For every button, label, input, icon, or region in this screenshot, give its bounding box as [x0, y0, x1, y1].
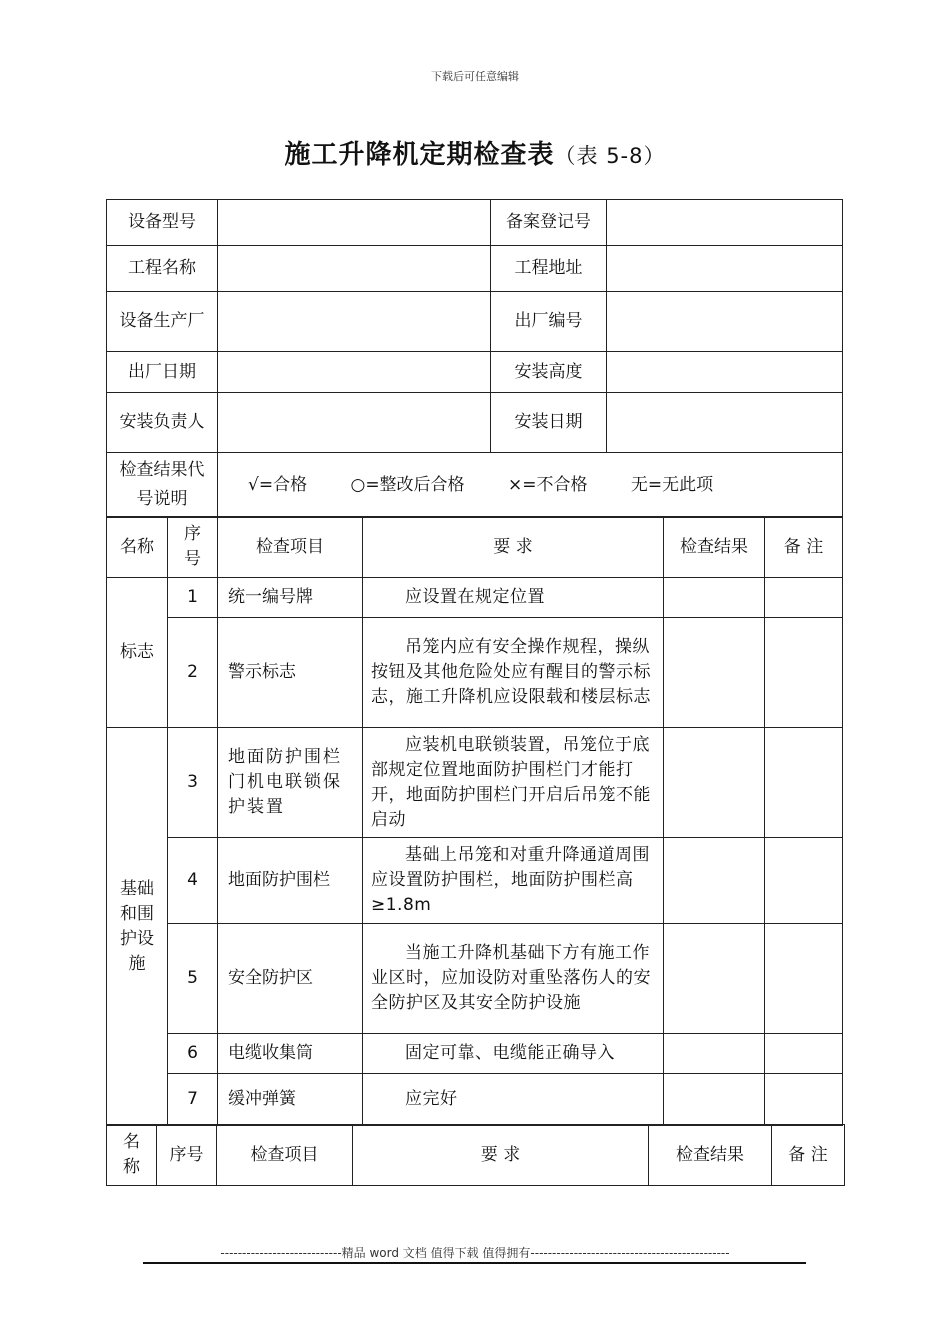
row-result — [664, 578, 765, 618]
row-note — [765, 728, 843, 838]
table-row — [107, 728, 843, 838]
col-note: 备 注 — [772, 1125, 845, 1186]
row-item: 地面防护围栏 — [218, 838, 363, 924]
registration-no-value — [607, 200, 843, 246]
device-model-label: 设备型号 — [107, 200, 218, 246]
project-name-label: 工程名称 — [107, 246, 218, 292]
col-name: 名称 — [107, 1125, 157, 1186]
row-item: 统一编号牌 — [218, 578, 363, 618]
col-item: 检查项目 — [217, 1125, 353, 1186]
factory-date-value — [218, 352, 491, 393]
install-height-value — [607, 352, 843, 393]
factory-no-label: 出厂编号 — [491, 292, 607, 352]
result-codes — [218, 453, 843, 518]
title-suffix: （表 5-8） — [554, 144, 666, 168]
device-model-value — [218, 200, 491, 246]
footer-divider — [143, 1262, 806, 1264]
table-row — [107, 578, 843, 618]
col-item: 检查项目 — [218, 517, 363, 578]
row-seq: 3 — [168, 728, 218, 838]
row-item: 缓冲弹簧 — [218, 1074, 363, 1126]
row-item: 安全防护区 — [218, 924, 363, 1034]
col-name: 名称 — [107, 517, 168, 578]
row-result — [664, 838, 765, 924]
code-na: 无=无此项 — [630, 474, 714, 495]
row-requirement: 应装机电联锁装置，吊笼位于底部规定位置地面防护围栏门才能打开，地面防护围栏门开启后吊笼不能启动 — [363, 728, 664, 838]
checklist-table — [106, 516, 843, 1126]
install-leader-label: 安装负责人 — [107, 393, 218, 453]
code-fail: ×=不合格 — [507, 474, 588, 495]
group-name: 基础和围护设施 — [107, 728, 168, 1126]
result-codes-label: 检查结果代号说明 — [107, 453, 218, 518]
col-result: 检查结果 — [664, 517, 765, 578]
manufacturer-value — [218, 292, 491, 352]
row-requirement: 应设置在规定位置 — [363, 578, 664, 618]
code-pass: √=合格 — [248, 474, 308, 495]
col-seq: 序号 — [157, 1125, 217, 1186]
row-seq: 1 — [168, 578, 218, 618]
row-note — [765, 924, 843, 1034]
column-header-row — [107, 1125, 845, 1186]
row-requirement: 应完好 — [363, 1074, 664, 1126]
row-item: 电缆收集筒 — [218, 1034, 363, 1074]
project-name-value — [218, 246, 491, 292]
continued-header-table — [106, 1124, 845, 1186]
col-note: 备 注 — [765, 517, 843, 578]
col-requirement: 要 求 — [353, 1125, 649, 1186]
row-requirement: 基础上吊笼和对重升降通道周围应设置防护围栏，地面防护围栏高≥1.8m — [363, 838, 664, 924]
registration-no-label: 备案登记号 — [491, 200, 607, 246]
page-title — [0, 134, 950, 171]
row-result — [664, 728, 765, 838]
row-item: 地面防护围栏门机电联锁保护装置 — [218, 728, 363, 838]
factory-date-label: 出厂日期 — [107, 352, 218, 393]
table-row — [107, 838, 843, 924]
table-row — [107, 1034, 843, 1074]
row-result — [664, 1074, 765, 1126]
col-requirement: 要 求 — [363, 517, 664, 578]
col-result: 检查结果 — [649, 1125, 772, 1186]
footer-note: ----------------------------精品 word 文档 值得下载 值得拥有---------------------------------------------- — [220, 1246, 730, 1260]
row-result — [664, 924, 765, 1034]
factory-no-value — [607, 292, 843, 352]
row-seq: 6 — [168, 1034, 218, 1074]
col-seq: 序号 — [168, 517, 218, 578]
header-note: 下载后可任意编辑 — [431, 70, 519, 83]
column-header-row — [107, 517, 843, 578]
row-requirement: 当施工升降机基础下方有施工作业区时，应加设防对重坠落伤人的安全防护区及其安全防护设施 — [363, 924, 664, 1034]
table-row — [107, 1074, 843, 1126]
row-note — [765, 618, 843, 728]
info-table — [106, 199, 843, 518]
row-seq: 4 — [168, 838, 218, 924]
row-note — [765, 1034, 843, 1074]
install-date-label: 安装日期 — [491, 393, 607, 453]
row-note — [765, 1074, 843, 1126]
group-name: 标志 — [107, 578, 168, 728]
row-note — [765, 838, 843, 924]
manufacturer-label: 设备生产厂 — [107, 292, 218, 352]
table-row — [107, 618, 843, 728]
project-address-value — [607, 246, 843, 292]
install-height-label: 安装高度 — [491, 352, 607, 393]
title-text: 施工升降机定期检查表 — [284, 140, 555, 170]
row-result — [664, 1034, 765, 1074]
row-seq: 7 — [168, 1074, 218, 1126]
table-row — [107, 924, 843, 1034]
row-seq: 5 — [168, 924, 218, 1034]
row-requirement: 吊笼内应有安全操作规程，操纵按钮及其他危险处应有醒目的警示标志，施工升降机应设限载和楼层标志 — [363, 618, 664, 728]
row-note — [765, 578, 843, 618]
project-address-label: 工程地址 — [491, 246, 607, 292]
row-result — [664, 618, 765, 728]
row-requirement: 固定可靠、电缆能正确导入 — [363, 1034, 664, 1074]
install-date-value — [607, 393, 843, 453]
row-seq: 2 — [168, 618, 218, 728]
install-leader-value — [218, 393, 491, 453]
row-item: 警示标志 — [218, 618, 363, 728]
code-rectified: ○=整改后合格 — [350, 474, 465, 495]
